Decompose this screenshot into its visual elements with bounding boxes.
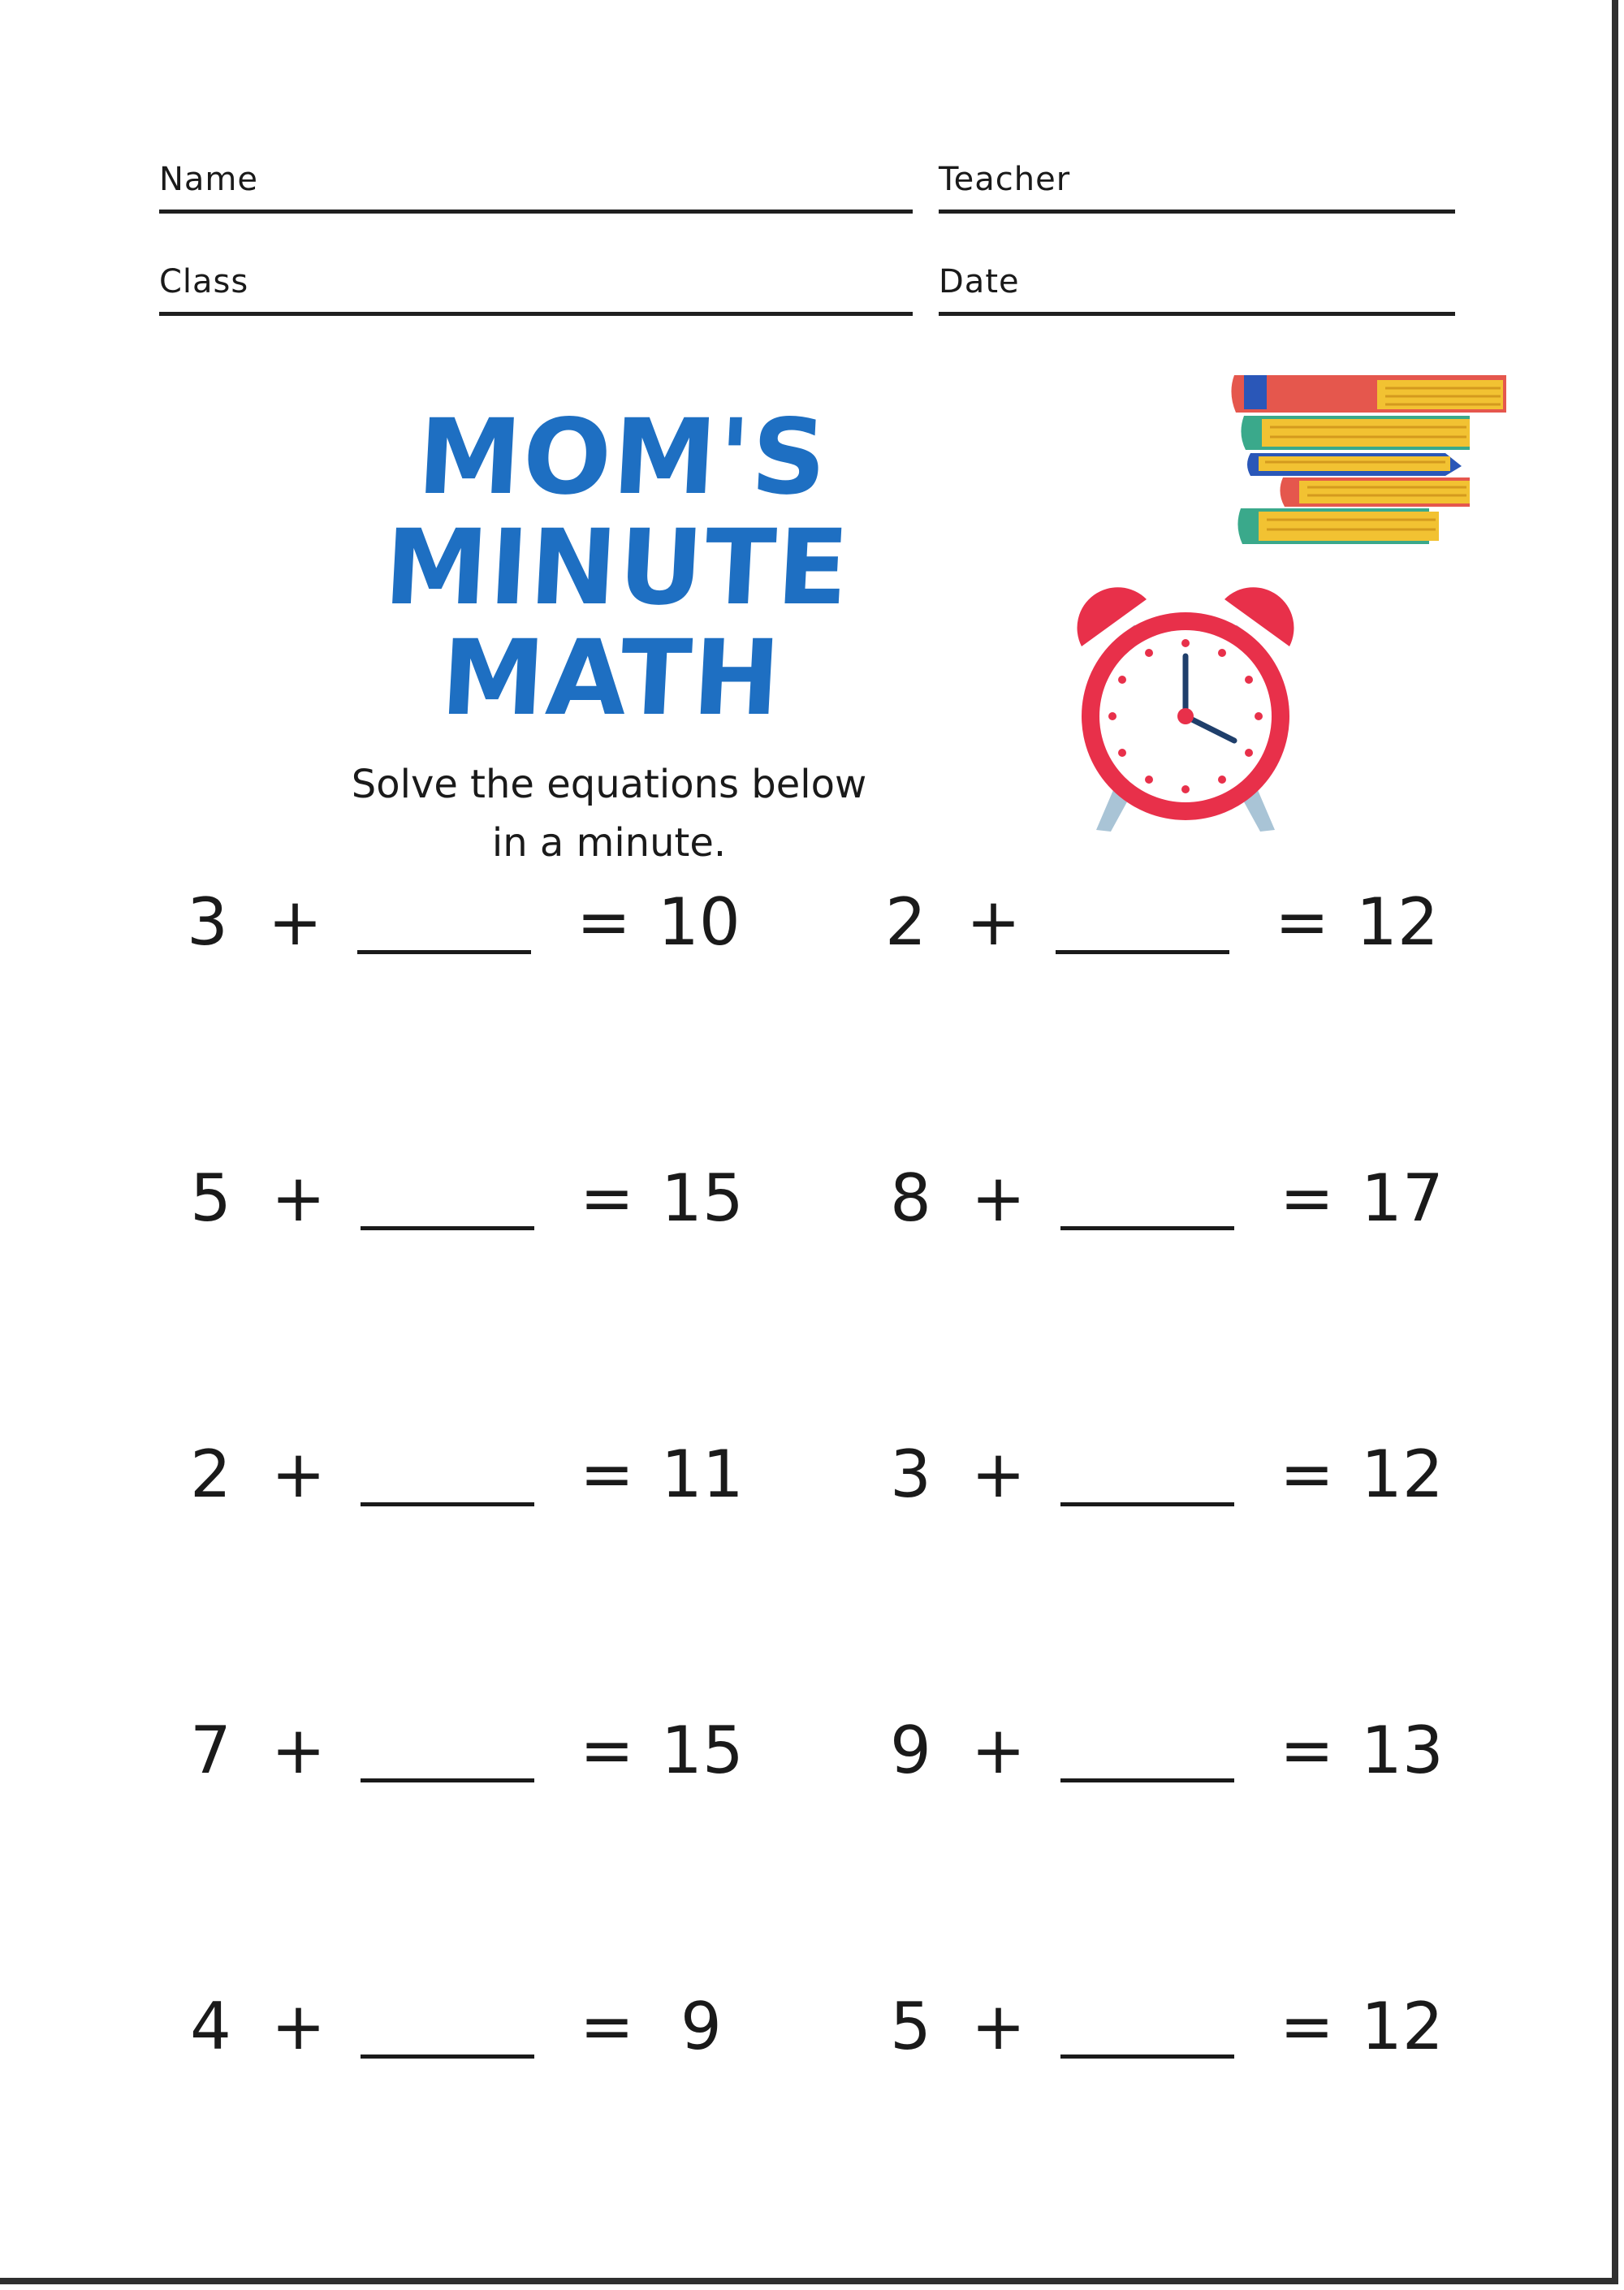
equals-sign: = <box>1280 1713 1335 1788</box>
plus-sign: + <box>271 1160 326 1236</box>
sum: 9 <box>680 1989 722 2064</box>
addend: 8 <box>890 1160 931 1236</box>
instruction-line-2: in a minute. <box>491 820 727 866</box>
equation-1 <box>187 882 755 963</box>
answer-blank[interactable] <box>361 2001 534 2059</box>
addend: 9 <box>890 1713 931 1788</box>
answer-blank[interactable] <box>1056 897 1229 954</box>
answer-blank[interactable] <box>361 1449 534 1506</box>
sum: 10 <box>658 884 741 960</box>
addend: 3 <box>187 884 228 960</box>
plus-sign: + <box>971 1437 1026 1512</box>
equals-sign: = <box>1280 1989 1335 2064</box>
equation-3 <box>190 1158 758 1239</box>
equation-4 <box>890 1158 1458 1239</box>
answer-blank[interactable] <box>361 1725 534 1782</box>
instruction-line-1: Solve the equations below <box>351 762 867 807</box>
date-field[interactable] <box>939 265 1455 316</box>
addend: 4 <box>190 1989 231 2064</box>
equals-sign: = <box>580 1989 635 2064</box>
equals-sign: = <box>580 1713 635 1788</box>
sum: 13 <box>1361 1713 1444 1788</box>
name-field[interactable] <box>159 162 913 214</box>
equals-sign: = <box>577 884 632 960</box>
date-label: Date <box>939 263 1020 300</box>
plus-sign: + <box>268 884 323 960</box>
sum: 12 <box>1356 884 1439 960</box>
plus-sign: + <box>271 1713 326 1788</box>
addend: 5 <box>190 1160 231 1236</box>
addend: 7 <box>190 1713 231 1788</box>
teacher-label: Teacher <box>939 161 1071 198</box>
answer-blank[interactable] <box>361 1173 534 1230</box>
plus-sign: + <box>971 1713 1026 1788</box>
title-line-2: MATH <box>438 618 785 739</box>
answer-blank[interactable] <box>1060 1173 1234 1230</box>
equation-10 <box>890 1986 1458 2067</box>
answer-blank[interactable] <box>1060 1725 1234 1782</box>
answer-blank[interactable] <box>1060 2001 1234 2059</box>
sum: 11 <box>661 1437 744 1512</box>
equation-6 <box>890 1434 1458 1515</box>
addend: 2 <box>885 884 926 960</box>
equation-9 <box>190 1986 758 2067</box>
answer-blank[interactable] <box>357 897 531 954</box>
plus-sign: + <box>271 1989 326 2064</box>
teacher-field[interactable] <box>939 162 1455 214</box>
plus-sign: + <box>971 1160 1026 1236</box>
plus-sign: + <box>966 884 1021 960</box>
equals-sign: = <box>1280 1437 1335 1512</box>
sum: 12 <box>1361 1437 1444 1512</box>
alarm-clock-icon <box>1072 578 1299 838</box>
sum: 12 <box>1361 1989 1444 2064</box>
plus-sign: + <box>271 1437 326 1512</box>
plus-sign: + <box>971 1989 1026 2064</box>
equation-2 <box>885 882 1453 963</box>
equals-sign: = <box>580 1160 635 1236</box>
equation-7 <box>190 1710 758 1791</box>
addend: 2 <box>190 1437 231 1512</box>
instructions-text <box>309 755 909 872</box>
sum: 15 <box>661 1160 744 1236</box>
class-field[interactable] <box>159 265 913 316</box>
addend: 3 <box>890 1437 931 1512</box>
sum: 17 <box>1361 1160 1444 1236</box>
title-line-1: MOM'S MINUTE <box>381 397 853 629</box>
sum: 15 <box>661 1713 744 1788</box>
equation-8 <box>890 1710 1458 1791</box>
equals-sign: = <box>1275 884 1330 960</box>
name-label: Name <box>159 161 259 198</box>
equation-5 <box>190 1434 758 1515</box>
worksheet-title <box>202 397 1031 739</box>
addend: 5 <box>890 1989 931 2064</box>
equals-sign: = <box>1280 1160 1335 1236</box>
answer-blank[interactable] <box>1060 1449 1234 1506</box>
class-label: Class <box>159 263 249 300</box>
stack-of-books-icon <box>1226 364 1518 583</box>
equals-sign: = <box>580 1437 635 1512</box>
